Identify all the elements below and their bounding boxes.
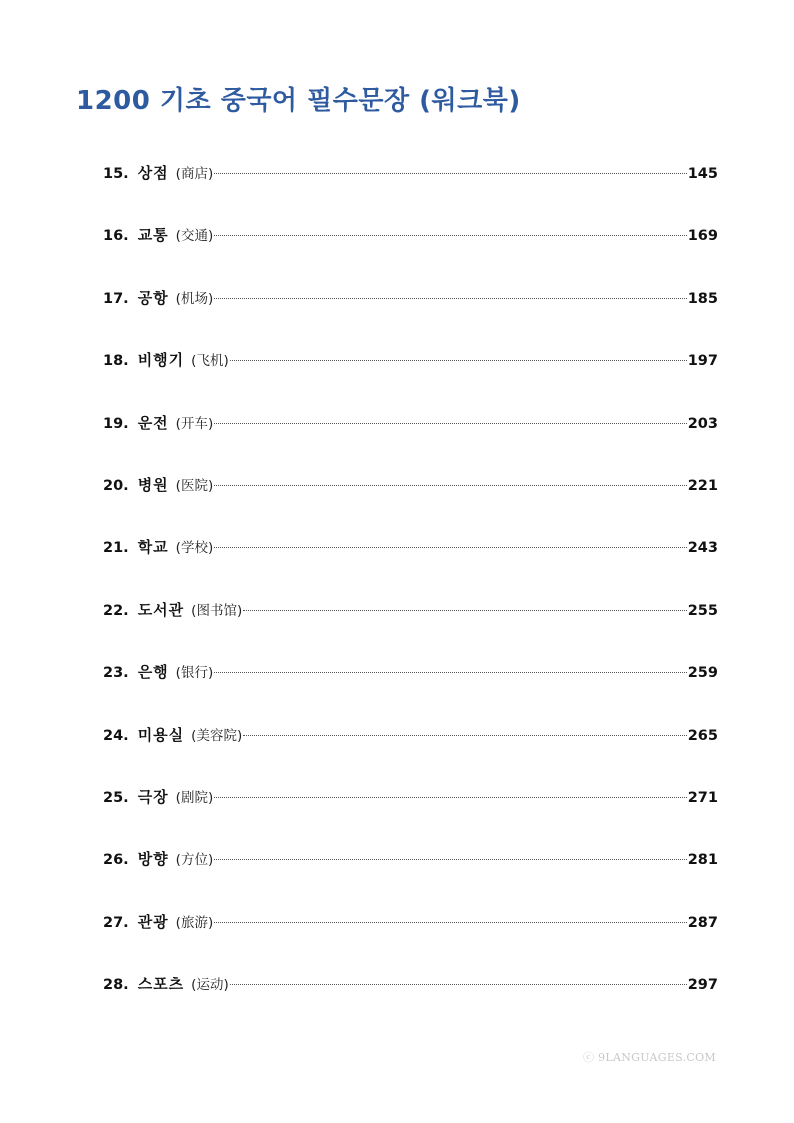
- toc-entry-number: 15.: [103, 166, 129, 182]
- toc-entry-page-number: 169: [687, 228, 718, 245]
- toc-entry-chinese-title: (商店): [175, 166, 214, 182]
- toc-entry[interactable]: [103, 285, 718, 347]
- toc-entry-page-number: 243: [687, 540, 718, 557]
- toc-entry-number: 25.: [103, 789, 129, 806]
- toc-entry-page-number: 203: [687, 415, 718, 432]
- toc-entry-korean-title: 병원: [137, 475, 169, 494]
- dot-leader: [214, 173, 687, 174]
- toc-entry-chinese-title: (旅游): [175, 914, 214, 931]
- toc-entry-page-number: 145: [687, 166, 718, 182]
- toc-entry-chinese-title: (飞机): [191, 353, 229, 370]
- dot-leader: [230, 984, 687, 985]
- dot-leader: [214, 797, 687, 798]
- toc-entry-number: 18.: [103, 353, 129, 370]
- toc-entry-korean-title: 운전: [137, 413, 169, 432]
- toc-entry-korean-title: 방향: [137, 850, 169, 869]
- toc-entry-number: 23.: [103, 665, 129, 682]
- table-of-contents: [103, 160, 718, 1033]
- dot-leader: [214, 423, 687, 424]
- toc-entry-number: 24.: [103, 727, 129, 744]
- toc-entry-chinese-title: (美容院): [191, 727, 243, 744]
- toc-entry-page-number: 185: [687, 290, 718, 307]
- toc-entry-number: 27.: [103, 914, 129, 931]
- toc-entry[interactable]: [103, 410, 718, 472]
- toc-entry-page-number: 271: [687, 789, 718, 806]
- toc-entry-chinese-title: (机场): [175, 290, 214, 307]
- toc-entry-page-number: 287: [687, 914, 718, 931]
- toc-entry-korean-title: 교통: [137, 226, 169, 245]
- toc-entry-page-number: 281: [687, 852, 718, 869]
- toc-entry[interactable]: [103, 347, 718, 409]
- toc-entry[interactable]: [103, 160, 718, 222]
- copyright-watermark: ⓒ 9LANGUAGES.COM: [583, 1051, 716, 1064]
- toc-entry-number: 19.: [103, 415, 129, 432]
- toc-entry-page-number: 255: [687, 602, 718, 619]
- toc-entry-chinese-title: (运动): [191, 977, 229, 994]
- toc-entry-number: 17.: [103, 290, 129, 307]
- toc-entry[interactable]: [103, 784, 718, 846]
- toc-entry-korean-title: 극장: [137, 787, 169, 806]
- dot-leader: [214, 298, 687, 299]
- toc-entry[interactable]: [103, 909, 718, 971]
- dot-leader: [214, 235, 687, 236]
- toc-entry-chinese-title: (学校): [175, 540, 214, 557]
- dot-leader: [230, 360, 687, 361]
- toc-entry[interactable]: [103, 597, 718, 659]
- toc-entry-page-number: 259: [687, 665, 718, 682]
- toc-entry[interactable]: [103, 222, 718, 284]
- dot-leader: [214, 672, 687, 673]
- dot-leader: [243, 735, 687, 736]
- dot-leader: [214, 485, 687, 486]
- dot-leader: [214, 922, 687, 923]
- toc-entry-korean-title: 은행: [137, 663, 169, 682]
- toc-entry-number: 21.: [103, 540, 129, 557]
- dot-leader: [243, 610, 687, 611]
- toc-entry-page-number: 265: [687, 727, 718, 744]
- toc-entry-page-number: 297: [687, 977, 718, 994]
- dot-leader: [214, 547, 687, 548]
- toc-entry-number: 20.: [103, 477, 129, 494]
- toc-entry-number: 16.: [103, 228, 129, 245]
- toc-entry[interactable]: [103, 534, 718, 596]
- toc-entry-korean-title: 비행기: [137, 351, 185, 370]
- toc-entry-chinese-title: (剧院): [175, 789, 214, 806]
- toc-entry[interactable]: [103, 846, 718, 908]
- toc-entry-korean-title: 상점: [137, 164, 169, 182]
- toc-entry[interactable]: [103, 472, 718, 534]
- toc-entry-chinese-title: (医院): [175, 477, 214, 494]
- toc-entry-number: 28.: [103, 977, 129, 994]
- toc-entry-number: 22.: [103, 602, 129, 619]
- dot-leader: [214, 859, 687, 860]
- toc-entry-korean-title: 학교: [137, 538, 169, 557]
- toc-entry-korean-title: 공항: [137, 288, 169, 307]
- toc-entry-chinese-title: (图书馆): [191, 602, 243, 619]
- toc-entry[interactable]: [103, 722, 718, 784]
- toc-entry-korean-title: 관광: [137, 912, 169, 931]
- toc-entry-chinese-title: (银行): [175, 665, 214, 682]
- toc-entry-chinese-title: (方位): [175, 852, 214, 869]
- toc-entry-korean-title: 스포츠: [137, 975, 185, 994]
- page-title: 1200 기초 중국어 필수문장 (워크북): [76, 86, 521, 116]
- toc-entry-korean-title: 도서관: [137, 600, 185, 619]
- toc-entry-chinese-title: (开车): [175, 415, 214, 432]
- toc-entry-number: 26.: [103, 852, 129, 869]
- toc-entry-chinese-title: (交通): [175, 228, 214, 245]
- toc-entry-page-number: 221: [687, 477, 718, 494]
- toc-entry[interactable]: [103, 659, 718, 721]
- toc-entry-page-number: 197: [687, 353, 718, 370]
- toc-entry-korean-title: 미용실: [137, 725, 185, 744]
- toc-entry[interactable]: [103, 971, 718, 1033]
